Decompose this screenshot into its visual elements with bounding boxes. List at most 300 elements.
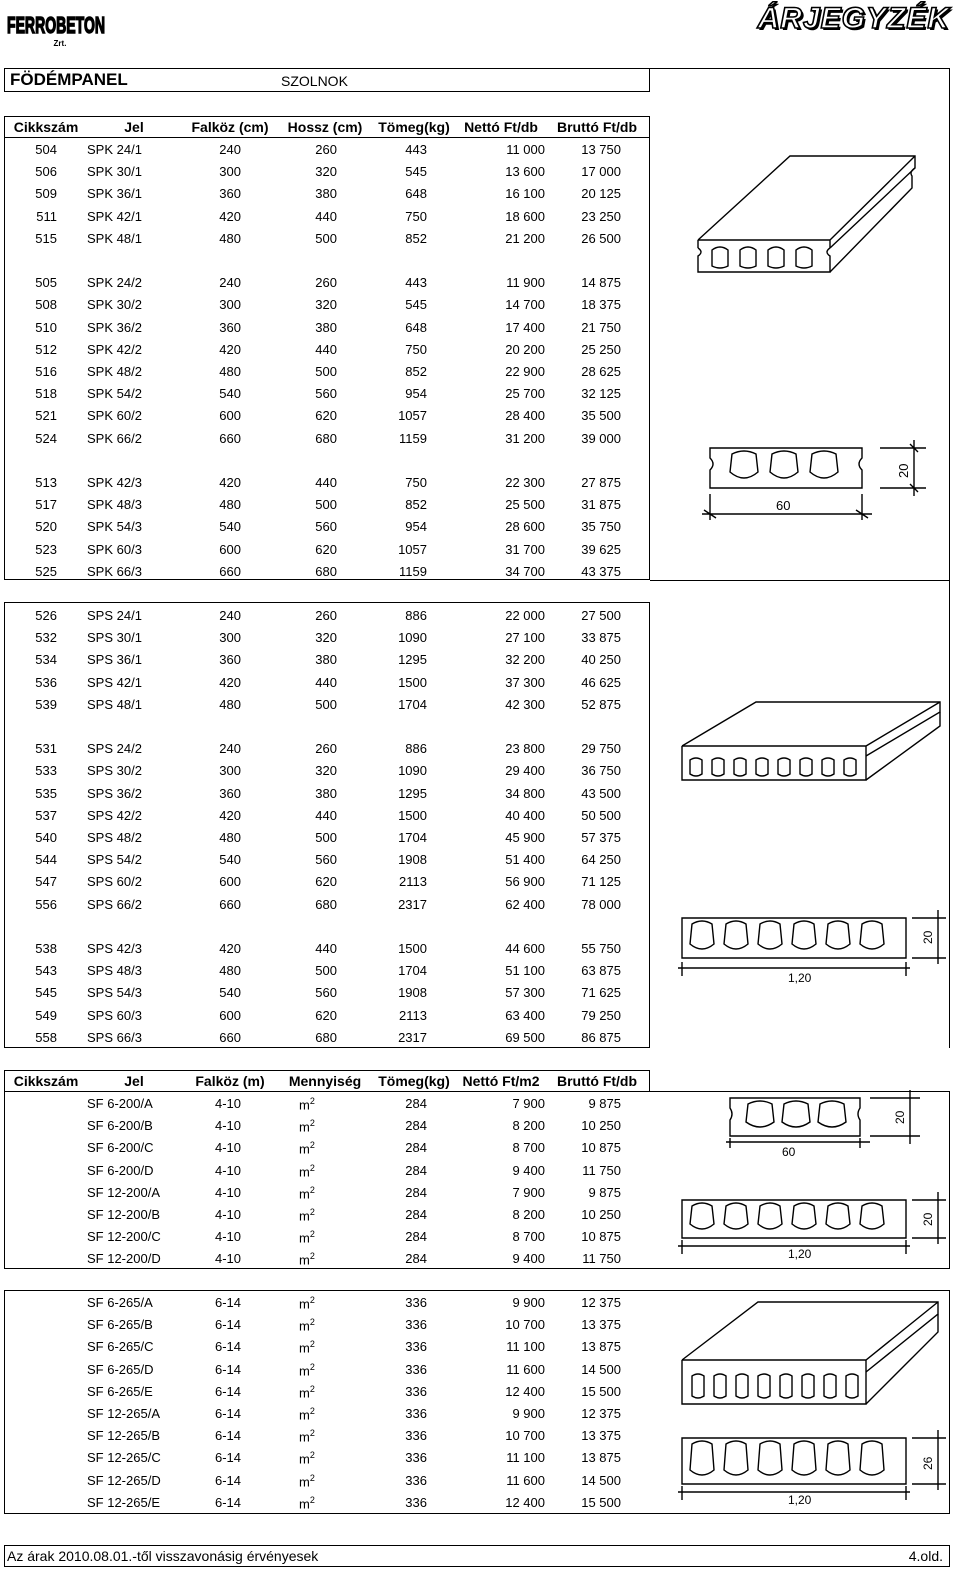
table-cell: 11 100 xyxy=(506,1450,545,1466)
table-cell: 648 xyxy=(405,186,427,202)
table-cell: 480 xyxy=(219,230,241,246)
table-cell: 954 xyxy=(405,519,427,535)
table-cell: SF 12-265/E xyxy=(87,1494,160,1510)
table-cell: 4-10 xyxy=(214,1118,241,1134)
table-row xyxy=(5,760,649,782)
table-row xyxy=(5,649,649,671)
unit-superscript: 2 xyxy=(309,1096,315,1106)
table-cell: 8 200 xyxy=(512,1118,545,1134)
unit-text: m xyxy=(299,1340,310,1356)
table-cell: 6-14 xyxy=(214,1361,241,1377)
table-cell: SPS 48/2 xyxy=(87,830,142,845)
table-cell: 336 xyxy=(405,1450,427,1466)
table-cell: 11 000 xyxy=(506,142,545,157)
table-cell: 537 xyxy=(35,807,57,823)
table-cell: 14 875 xyxy=(581,275,621,291)
table-cell: 540 xyxy=(219,985,241,1001)
dim-120: 1,20 xyxy=(788,971,812,985)
table-cell: SF 6-265/C xyxy=(87,1339,154,1355)
table-cell: 558 xyxy=(35,1029,57,1045)
table2-body xyxy=(4,602,650,1048)
col-mennyiseg: Mennyiség xyxy=(288,1073,362,1089)
table-cell: 440 xyxy=(315,807,337,823)
table-cell: 517 xyxy=(35,497,57,513)
table-cell: 284 xyxy=(405,1229,427,1245)
table-cell: 45 900 xyxy=(505,830,545,845)
table-cell: 71 625 xyxy=(581,985,621,1001)
col-cikkszam: Cikkszám xyxy=(13,1073,79,1089)
table-cell: 9 900 xyxy=(512,1295,545,1310)
table-cell: SPS 66/2 xyxy=(87,896,142,912)
table-cell: SF 12-265/B xyxy=(87,1428,160,1444)
table-row xyxy=(5,361,649,383)
table-cell: 545 xyxy=(35,985,57,1001)
table-row xyxy=(5,1027,649,1049)
location-label: SZOLNOK xyxy=(281,73,348,89)
table-cell: 420 xyxy=(219,941,241,956)
dim-20: 20 xyxy=(896,463,911,478)
dim-20: 20 xyxy=(921,1212,935,1226)
table-row xyxy=(5,472,649,494)
table-cell: 320 xyxy=(315,630,337,646)
table-cell: 680 xyxy=(315,430,337,446)
table-cell: 360 xyxy=(219,186,241,202)
unit-superscript: 2 xyxy=(309,1361,315,1372)
table-row xyxy=(5,139,649,161)
unit-cell xyxy=(299,1185,315,1201)
table-cell: 43 375 xyxy=(581,563,621,579)
table-cell: 480 xyxy=(219,963,241,979)
table-cell: 10 250 xyxy=(581,1118,621,1134)
table-cell: 9 400 xyxy=(512,1251,545,1267)
table-cell: SPK 24/1 xyxy=(87,142,142,157)
col-jel: Jel xyxy=(124,119,144,135)
table-cell: SPS 24/1 xyxy=(87,608,142,623)
table-cell: SPS 54/3 xyxy=(87,985,142,1001)
table-cell: 534 xyxy=(35,652,57,668)
table-cell: 260 xyxy=(315,142,337,157)
spk-panel-drawing xyxy=(690,148,920,278)
unit-superscript: 2 xyxy=(309,1450,315,1461)
unit-text: m xyxy=(299,1451,310,1467)
table-cell: 540 xyxy=(219,386,241,402)
table-cell: 79 250 xyxy=(581,1007,621,1023)
table-cell: 37 300 xyxy=(505,674,545,690)
drawing-divider xyxy=(650,580,950,581)
unit-cell xyxy=(299,1229,315,1245)
table-cell: 513 xyxy=(35,475,57,490)
table-cell: SPK 42/3 xyxy=(87,475,142,490)
table-row xyxy=(5,938,649,960)
table-cell: 7 900 xyxy=(512,1184,545,1200)
table-cell: 521 xyxy=(35,408,57,424)
spk-section-drawing xyxy=(696,440,946,530)
table-cell: 648 xyxy=(405,319,427,335)
table3-header xyxy=(4,1070,650,1092)
table-cell: 336 xyxy=(405,1406,427,1421)
unit-text: m xyxy=(299,1362,310,1378)
table-cell: 680 xyxy=(315,563,337,579)
table-cell: 480 xyxy=(219,696,241,712)
table-cell: 336 xyxy=(405,1295,427,1310)
table-cell: 240 xyxy=(219,741,241,757)
table-cell: 500 xyxy=(315,230,337,246)
col-falkoz: Falköz (cm) xyxy=(191,119,269,135)
table-cell: 6-14 xyxy=(214,1383,241,1399)
table-row xyxy=(5,383,649,405)
table-cell: 18 375 xyxy=(581,297,621,313)
dim-20: 20 xyxy=(921,930,935,944)
table-cell: 336 xyxy=(405,1339,427,1355)
table-row xyxy=(5,783,649,805)
table-cell: 40 400 xyxy=(505,807,545,823)
table-cell: 336 xyxy=(405,1361,427,1377)
table-cell: 505 xyxy=(35,275,57,291)
table-cell: 10 875 xyxy=(581,1140,621,1156)
table-cell: 31 875 xyxy=(581,497,621,513)
table-row xyxy=(5,206,649,228)
table-cell: 500 xyxy=(315,364,337,379)
unit-superscript: 2 xyxy=(309,1140,315,1151)
table-cell: 526 xyxy=(35,608,57,623)
table-cell: 63 400 xyxy=(505,1007,545,1023)
footer xyxy=(4,1545,950,1567)
table-cell: 440 xyxy=(315,475,337,490)
table-cell: 10 250 xyxy=(581,1207,621,1222)
table-cell: 28 625 xyxy=(581,364,621,379)
table-cell: 9 400 xyxy=(512,1162,545,1178)
table-cell: 443 xyxy=(405,142,427,157)
table-cell: 4-10 xyxy=(214,1096,241,1111)
table-cell: 6-14 xyxy=(214,1472,241,1488)
table-cell: 420 xyxy=(219,208,241,224)
table-cell: 600 xyxy=(219,408,241,424)
table-cell: SPK 48/3 xyxy=(87,497,142,513)
table-cell: 14 500 xyxy=(581,1472,621,1488)
table-cell: 27 875 xyxy=(581,475,621,490)
table-cell: 320 xyxy=(315,164,337,180)
unit-cell xyxy=(299,1362,315,1378)
table-cell: 852 xyxy=(405,230,427,246)
table-cell: 300 xyxy=(219,164,241,180)
table-cell: 10 875 xyxy=(581,1229,621,1245)
table-cell: 13 375 xyxy=(581,1317,621,1333)
sf265-panel-drawing xyxy=(676,1296,950,1410)
table-cell: 536 xyxy=(35,674,57,690)
table-cell: 954 xyxy=(405,386,427,402)
table-cell: 9 900 xyxy=(512,1406,545,1421)
logo-text: FERROBETON xyxy=(7,12,105,38)
table-cell: 7 900 xyxy=(512,1096,545,1111)
unit-superscript: 2 xyxy=(309,1229,315,1240)
table-cell: 4-10 xyxy=(214,1140,241,1156)
table-cell: 46 625 xyxy=(581,674,621,690)
table-cell: 620 xyxy=(315,541,337,557)
table-cell: 320 xyxy=(315,763,337,779)
table-cell: 240 xyxy=(219,608,241,623)
table-row xyxy=(5,627,649,649)
table-cell: 6-14 xyxy=(214,1450,241,1466)
table-cell: 2317 xyxy=(398,896,427,912)
table-cell: SPK 42/1 xyxy=(87,208,142,224)
table-cell: SPS 42/1 xyxy=(87,674,142,690)
unit-cell xyxy=(299,1317,315,1333)
unit-cell xyxy=(299,1207,315,1223)
table-cell: 28 400 xyxy=(505,408,545,424)
table-cell: 543 xyxy=(35,963,57,979)
table-row xyxy=(5,605,649,627)
table-cell: 380 xyxy=(315,319,337,335)
table-cell: 500 xyxy=(315,830,337,845)
table-cell: 51 400 xyxy=(505,852,545,868)
table-cell: 600 xyxy=(219,541,241,557)
table-cell: 57 300 xyxy=(505,985,545,1001)
table-cell: 533 xyxy=(35,763,57,779)
table-cell: 34 700 xyxy=(505,563,545,579)
table-cell: SPS 48/3 xyxy=(87,963,142,979)
table-cell: 12 400 xyxy=(505,1494,545,1510)
unit-superscript: 2 xyxy=(309,1118,315,1129)
table-cell: 380 xyxy=(315,785,337,801)
unit-text: m xyxy=(299,1163,310,1179)
table-cell: 520 xyxy=(35,519,57,535)
table-cell: 39 625 xyxy=(581,541,621,557)
table-row xyxy=(5,161,649,183)
table-cell: 18 600 xyxy=(505,208,545,224)
table-cell: 544 xyxy=(35,852,57,868)
table-row xyxy=(5,805,649,827)
table-cell: 11 900 xyxy=(506,275,545,291)
table-cell: 20 200 xyxy=(505,341,545,357)
table-cell: 300 xyxy=(219,763,241,779)
table-cell: 1295 xyxy=(398,652,427,668)
table-cell: 511 xyxy=(36,208,57,224)
table-cell: 36 750 xyxy=(581,763,621,779)
table-cell: 31 700 xyxy=(505,541,545,557)
table-row xyxy=(5,339,649,361)
table-cell: 14 700 xyxy=(505,297,545,313)
col-netto: Nettó Ft/m2 xyxy=(462,1073,540,1089)
table-cell: 6-14 xyxy=(214,1494,241,1510)
table-cell: 336 xyxy=(405,1383,427,1399)
table-cell: SF 6-265/B xyxy=(87,1317,153,1333)
table-row xyxy=(5,849,649,871)
table-cell: 560 xyxy=(315,852,337,868)
table-cell: 40 250 xyxy=(581,652,621,668)
table-cell: 260 xyxy=(315,608,337,623)
table-cell: 336 xyxy=(405,1494,427,1510)
table-cell: 11 750 xyxy=(582,1162,621,1178)
table-cell: 440 xyxy=(315,674,337,690)
table-cell: 71 125 xyxy=(581,874,621,890)
table-cell: SPK 30/2 xyxy=(87,297,142,313)
table-cell: 69 500 xyxy=(505,1029,545,1045)
table-cell: 8 700 xyxy=(512,1140,545,1156)
table-cell: 6-14 xyxy=(214,1406,241,1421)
table-cell: SPS 48/1 xyxy=(87,696,142,712)
table-row xyxy=(5,871,649,893)
table-cell: 508 xyxy=(35,297,57,313)
table-cell: 11 600 xyxy=(506,1472,545,1488)
table-cell: 11 600 xyxy=(506,1361,545,1377)
table-cell: 500 xyxy=(315,963,337,979)
table-cell: 545 xyxy=(405,297,427,313)
table-row xyxy=(5,960,649,982)
table-cell: 420 xyxy=(219,475,241,490)
table-cell: 518 xyxy=(35,386,57,402)
unit-cell xyxy=(299,1428,315,1444)
unit-text: m xyxy=(299,1296,310,1312)
table-cell: 500 xyxy=(315,497,337,513)
table-cell: 480 xyxy=(219,830,241,845)
table-cell: 64 250 xyxy=(581,852,621,868)
unit-text: m xyxy=(299,1097,310,1113)
table-cell: 886 xyxy=(405,608,427,623)
unit-text: m xyxy=(299,1141,310,1157)
unit-cell xyxy=(299,1384,315,1400)
table-cell: 440 xyxy=(315,208,337,224)
sf200-section-60-drawing xyxy=(720,1090,950,1160)
table-cell: 4-10 xyxy=(214,1184,241,1200)
table-cell: 336 xyxy=(405,1428,427,1444)
dim-60: 60 xyxy=(776,498,791,513)
table-cell: 33 875 xyxy=(581,630,621,646)
unit-text: m xyxy=(299,1230,310,1246)
sps-panel-drawing xyxy=(676,696,946,786)
table-cell: 20 125 xyxy=(581,186,621,202)
table-row xyxy=(5,539,649,561)
table-cell: 2113 xyxy=(399,874,427,890)
table-cell: SPS 24/2 xyxy=(87,741,142,757)
table-cell: 21 750 xyxy=(581,319,621,335)
table-cell: 240 xyxy=(219,275,241,291)
unit-superscript: 2 xyxy=(309,1339,315,1350)
unit-cell xyxy=(299,1096,315,1112)
table-cell: 300 xyxy=(219,297,241,313)
table-cell: 284 xyxy=(405,1207,427,1222)
table-cell: 62 400 xyxy=(505,896,545,912)
unit-text: m xyxy=(299,1119,310,1135)
table-cell: SPK 36/2 xyxy=(87,319,142,335)
table-row xyxy=(5,561,649,583)
table-cell: 284 xyxy=(405,1251,427,1267)
table-row xyxy=(5,405,649,427)
table-cell: 535 xyxy=(35,785,57,801)
table-cell: 52 875 xyxy=(581,696,621,712)
table-cell: 11 750 xyxy=(582,1251,621,1267)
unit-superscript: 2 xyxy=(309,1251,315,1262)
table-cell: SPS 36/1 xyxy=(87,652,142,668)
unit-text: m xyxy=(299,1429,310,1445)
table-cell: SF 12-265/C xyxy=(87,1450,161,1466)
table-cell: 1500 xyxy=(398,807,427,823)
table-cell: 480 xyxy=(219,364,241,379)
table-cell: 523 xyxy=(35,541,57,557)
table-row xyxy=(5,317,649,339)
unit-cell xyxy=(299,1450,315,1466)
table-cell: SF 6-265/A xyxy=(87,1295,153,1310)
table-cell: 660 xyxy=(219,896,241,912)
table-cell: 35 750 xyxy=(581,519,621,535)
unit-superscript: 2 xyxy=(309,1428,315,1439)
table-cell: 29 750 xyxy=(581,741,621,757)
unit-superscript: 2 xyxy=(309,1184,315,1195)
table-cell: 12 375 xyxy=(581,1295,621,1310)
table-cell: 750 xyxy=(405,341,427,357)
unit-cell xyxy=(299,1495,315,1511)
table-cell: 56 900 xyxy=(505,874,545,890)
table-cell: 8 700 xyxy=(512,1229,545,1245)
table-cell: SPK 48/1 xyxy=(87,230,142,246)
table-cell: 336 xyxy=(405,1317,427,1333)
table-cell: 320 xyxy=(315,297,337,313)
table-cell: 50 500 xyxy=(581,807,621,823)
table-cell: 300 xyxy=(219,630,241,646)
table-cell: 16 100 xyxy=(505,186,545,202)
table-cell: 545 xyxy=(405,164,427,180)
table-cell: 29 400 xyxy=(505,763,545,779)
unit-text: m xyxy=(299,1385,310,1401)
table-row xyxy=(5,1160,949,1182)
table-cell: 1908 xyxy=(398,852,427,868)
table-cell: 284 xyxy=(405,1184,427,1200)
table-cell: SPK 60/2 xyxy=(87,408,142,424)
table-cell: SPK 48/2 xyxy=(87,364,142,379)
table-row xyxy=(5,183,649,205)
table-cell: 336 xyxy=(405,1472,427,1488)
table-cell: 13 750 xyxy=(581,142,621,157)
table-cell: 13 600 xyxy=(505,164,545,180)
table-cell: 1500 xyxy=(398,674,427,690)
table-cell: SPS 42/3 xyxy=(87,941,142,956)
table-cell: 44 600 xyxy=(505,941,545,956)
table-cell: 284 xyxy=(405,1118,427,1134)
table-cell: 547 xyxy=(35,874,57,890)
table-cell: SF 12-200/A xyxy=(87,1184,160,1200)
table-cell: 4-10 xyxy=(214,1229,241,1245)
table-cell: 23 250 xyxy=(581,208,621,224)
table-row xyxy=(5,894,649,916)
col-jel: Jel xyxy=(124,1073,144,1089)
table-cell: SF 6-265/E xyxy=(87,1383,153,1399)
unit-superscript: 2 xyxy=(309,1472,315,1483)
unit-text: m xyxy=(299,1407,310,1423)
table-cell: 512 xyxy=(35,341,57,357)
table-cell: 4-10 xyxy=(214,1251,241,1267)
unit-superscript: 2 xyxy=(309,1383,315,1394)
table-cell: 1057 xyxy=(398,541,427,557)
table-cell: 13 875 xyxy=(581,1339,621,1355)
table-cell: 6-14 xyxy=(214,1317,241,1333)
unit-superscript: 2 xyxy=(309,1494,315,1505)
unit-cell xyxy=(299,1118,315,1134)
unit-text: m xyxy=(299,1473,310,1489)
unit-cell xyxy=(299,1140,315,1156)
sf200-section-120-drawing xyxy=(676,1192,951,1262)
table-cell: 510 xyxy=(35,319,57,335)
table-cell: SPS 60/2 xyxy=(87,874,142,890)
table-cell: 9 875 xyxy=(588,1184,621,1200)
table-cell: 620 xyxy=(315,408,337,424)
col-brutto: Bruttó Ft/db xyxy=(556,1073,638,1089)
table-cell: 1159 xyxy=(399,430,427,446)
table-cell: 506 xyxy=(35,164,57,180)
unit-text: m xyxy=(299,1252,310,1268)
table-cell: 34 800 xyxy=(505,785,545,801)
table-cell: 9 875 xyxy=(588,1096,621,1111)
table-cell: 1057 xyxy=(398,408,427,424)
table-cell: 1090 xyxy=(398,763,427,779)
